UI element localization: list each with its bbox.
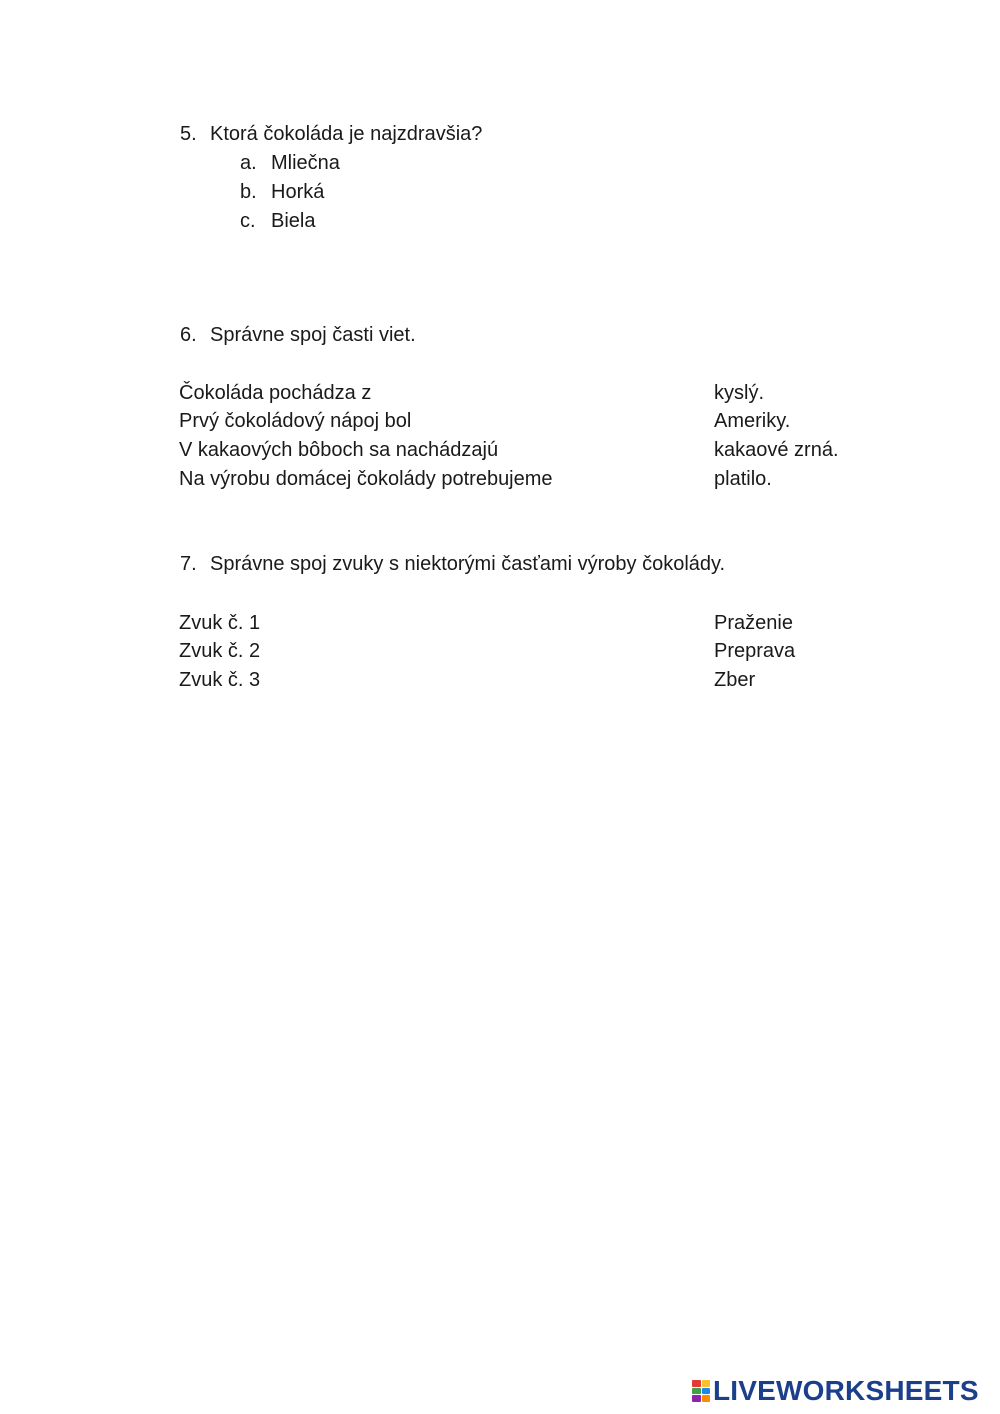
match-right-item[interactable]: Ameriky. — [714, 410, 791, 432]
production-step-item[interactable]: Preprava — [714, 640, 796, 662]
match-left-item[interactable]: Prvý čokoládový nápoj bol — [179, 410, 412, 432]
match-right-item[interactable]: platilo. — [714, 468, 772, 490]
option-letter: b. — [240, 181, 257, 203]
question-text: Správne spoj zvuky s niektorými časťami výroby čokolády. — [210, 553, 726, 575]
logo-square — [692, 1380, 701, 1387]
logo-text: LIVEWORKSHEETS — [713, 1375, 979, 1406]
sound-item[interactable]: Zvuk č. 3 — [179, 669, 261, 691]
question-number: 7. — [180, 553, 197, 575]
option-letter: a. — [240, 152, 257, 174]
production-step-item[interactable]: Zber — [714, 669, 756, 691]
logo-square — [692, 1388, 701, 1395]
logo-square — [702, 1395, 711, 1402]
question-text: Ktorá čokoláda je najzdravšia? — [210, 123, 483, 145]
logo-square — [702, 1380, 711, 1387]
sound-item[interactable]: Zvuk č. 1 — [179, 612, 261, 634]
production-step-item[interactable]: Praženie — [714, 612, 793, 634]
option-text: Mliečna — [271, 152, 340, 174]
question-number: 5. — [180, 123, 197, 145]
option-text: Horká — [271, 181, 325, 203]
option-text: Biela — [271, 210, 316, 232]
logo-square — [692, 1395, 701, 1402]
match-right-item[interactable]: kakaové zrná. — [714, 439, 839, 461]
question-number: 6. — [180, 324, 197, 346]
sound-item[interactable]: Zvuk č. 2 — [179, 640, 261, 662]
liveworksheets-logo — [692, 1376, 979, 1406]
question-text: Správne spoj časti viet. — [210, 324, 416, 346]
match-left-item[interactable]: V kakaových bôboch sa nachádzajú — [179, 439, 499, 461]
match-right-item[interactable]: kyslý. — [714, 382, 764, 404]
match-left-item[interactable]: Na výrobu domácej čokolády potrebujeme — [179, 468, 553, 490]
logo-square — [702, 1388, 711, 1395]
match-left-item[interactable]: Čokoláda pochádza z — [179, 382, 372, 404]
logo-mark-icon — [692, 1380, 710, 1402]
option-letter: c. — [240, 210, 256, 232]
